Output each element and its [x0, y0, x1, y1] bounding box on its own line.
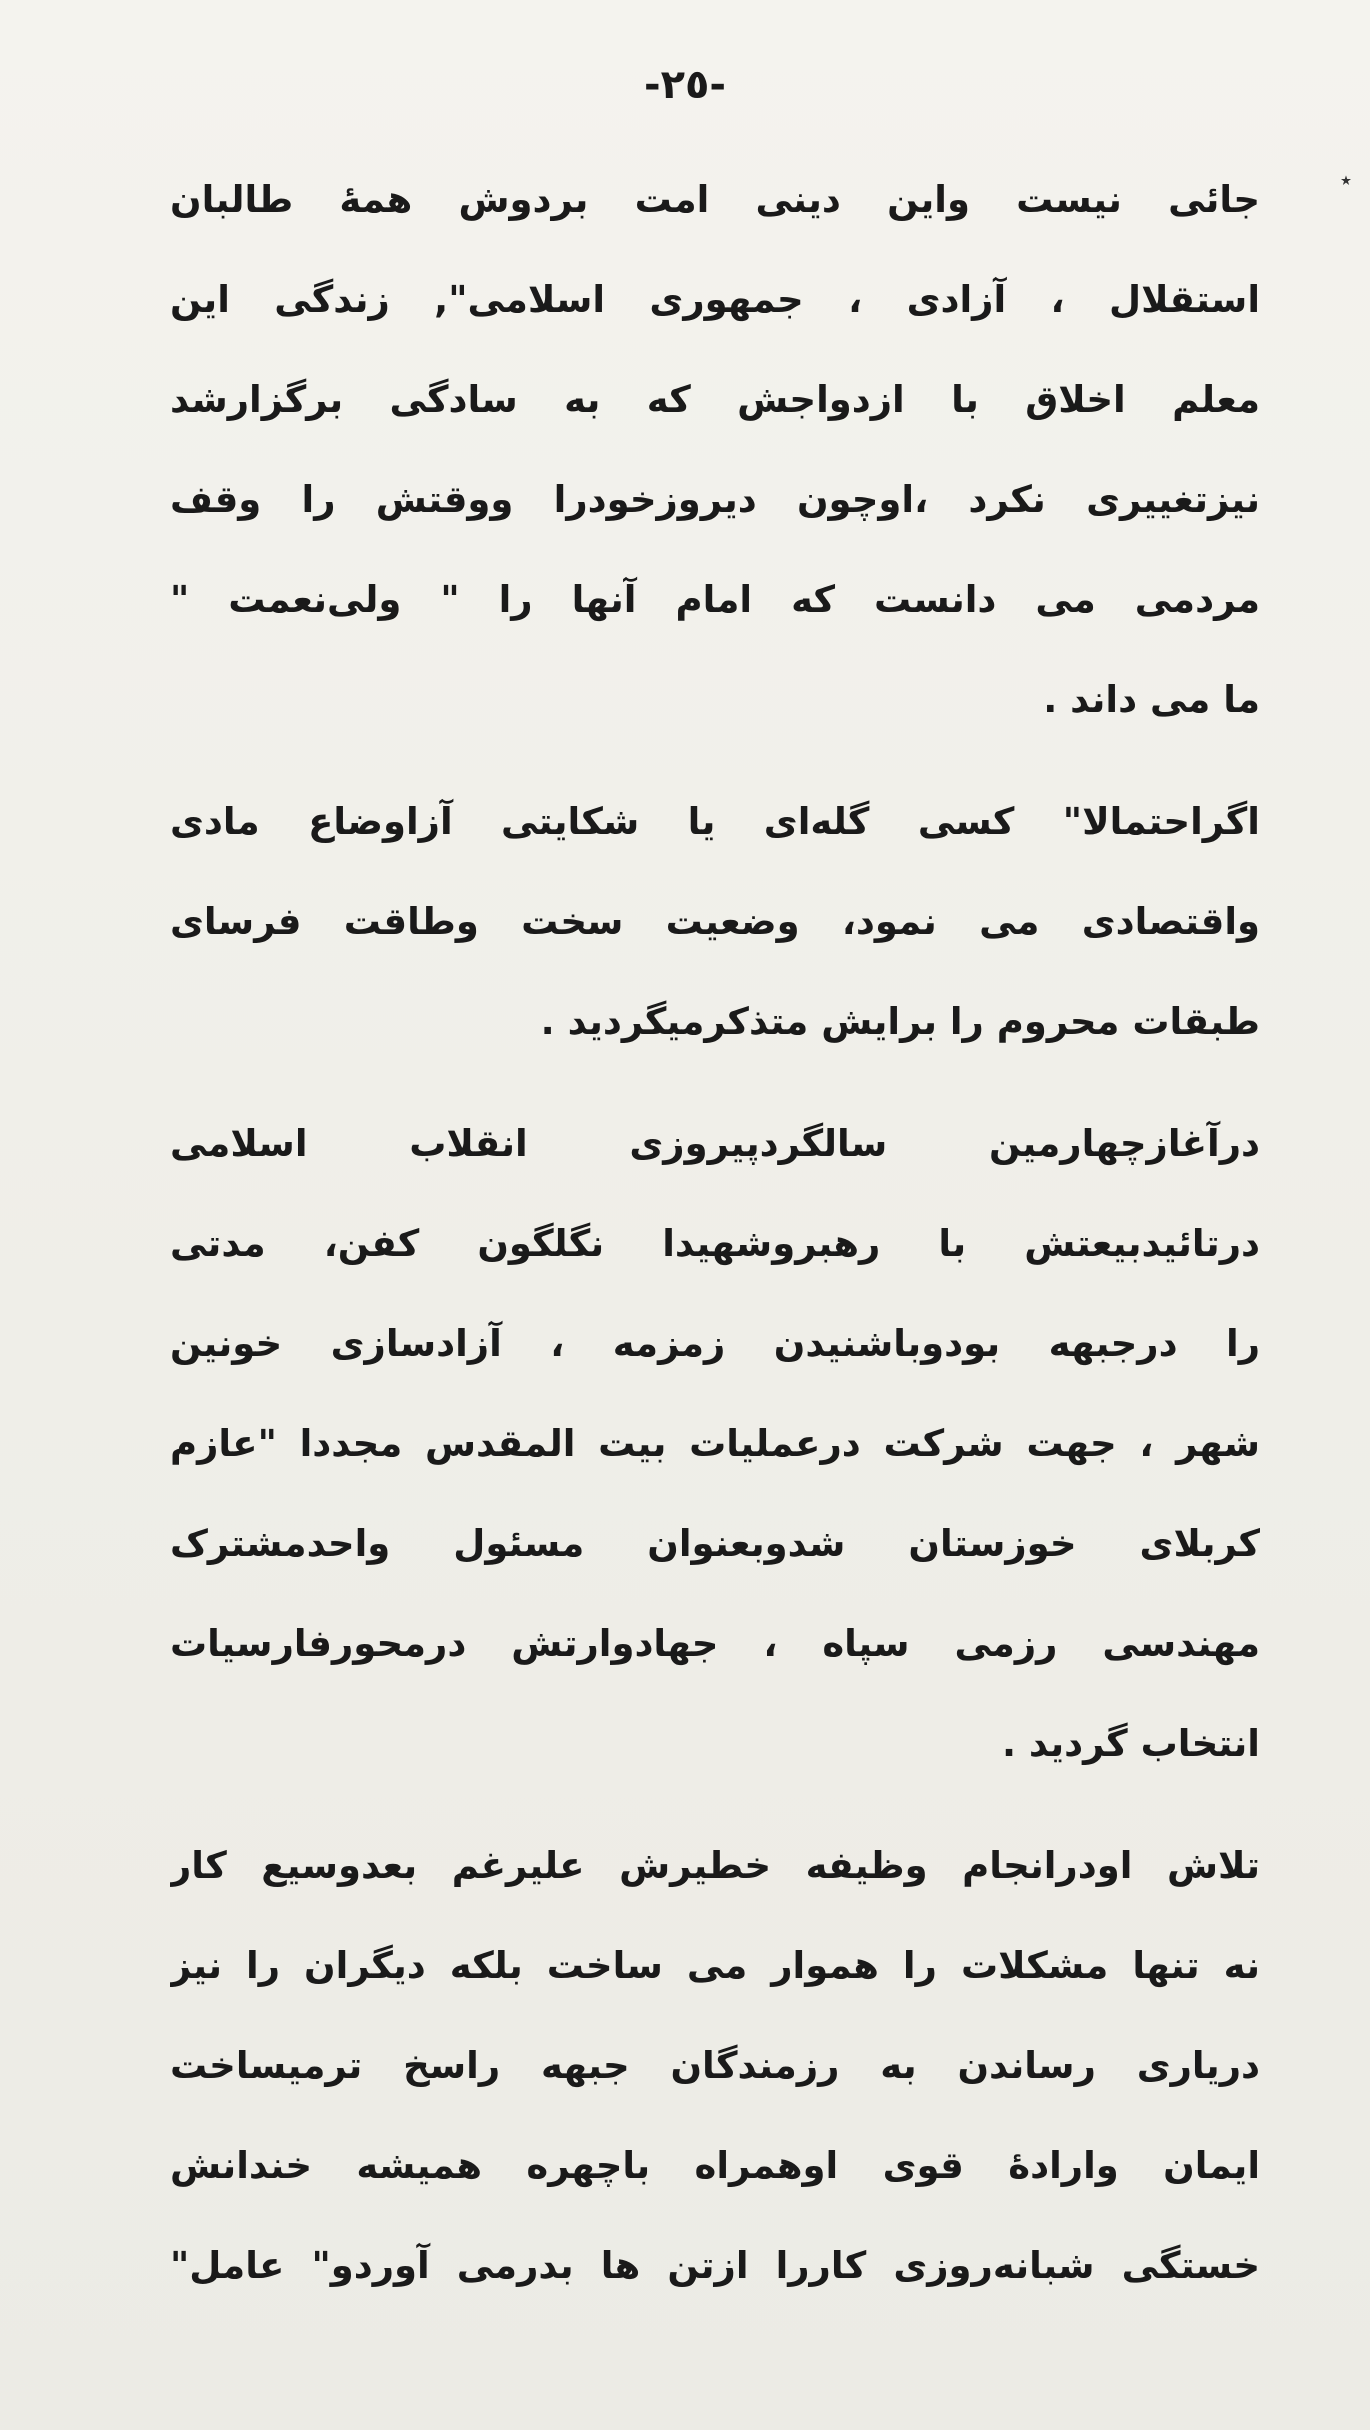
text-line: ما می داند . [1043, 678, 1260, 721]
text-line: دریاری رساندن به رزمندگان جبهه راسخ ترمیساخت [170, 2044, 1260, 2087]
margin-mark: ٭ [1340, 168, 1352, 193]
text-line: تلاش اودرانجام وظیفه خطیرش علیرغم بعدوسیع کار [170, 1844, 1260, 1887]
text-line: نه تنها مشکلات را هموار می ساخت بلکه دیگران را نیز [170, 1944, 1260, 1987]
text-line: ایمان وارادهٔ قوی اوهمراه باچهره همیشه خندانش [170, 2144, 1260, 2187]
body-text [170, 150, 1260, 2316]
text-line: مردمی می دانست که امام آنها را " ولی‌نعمت " [170, 578, 1260, 621]
text-line: اگراحتمالا" کسی گله‌ای یا شکایتی آزاوضاع مادی [170, 800, 1260, 843]
text-line: معلم اخلاق با ازدواجش که به سادگی برگزارشد [170, 378, 1260, 421]
text-line: مهندسی رزمی سپاه ، جهادوارتش درمحورفارسیات [170, 1622, 1260, 1665]
text-line: طبقات محروم را برایش متذکرمیگردید . [540, 1000, 1260, 1043]
text-line: استقلال ، آزادی ، جمهوری اسلامی", زندگی این [170, 278, 1260, 321]
text-line: انتخاب گردید . [1001, 1722, 1260, 1765]
text-line: شهر ، جهت شرکت درعملیات بیت المقدس مجددا "عازم [170, 1422, 1260, 1465]
text-line: واقتصادی می نمود، وضعیت سخت وطاقت فرسای [170, 900, 1260, 943]
text-line: درتائیدبیعتش با رهبروشهیدا نگلگون کفن، مدتی [170, 1222, 1260, 1265]
text-line: کربلای خوزستان شدوبعنوان مسئول واحدمشترک [170, 1522, 1260, 1565]
text-line: درآغازچهارمین سالگردپیروزی انقلاب اسلامی [170, 1122, 1260, 1165]
text-line: جائی نیست واین دینی امت بردوش همهٔ طالبان [170, 178, 1260, 221]
text-line: را درجبهه بودوباشنیدن زمزمه ، آزادسازی خونین [170, 1322, 1260, 1365]
text-line: نیزتغییری نکرد ،اوچون دیروزخودرا ووقتش را وقف [170, 478, 1260, 521]
page-number: -٢٥- [643, 62, 727, 108]
text-line: خستگی شبانه‌روزی کاررا ازتن ها بدرمی آوردو" عامل" [170, 2244, 1260, 2287]
